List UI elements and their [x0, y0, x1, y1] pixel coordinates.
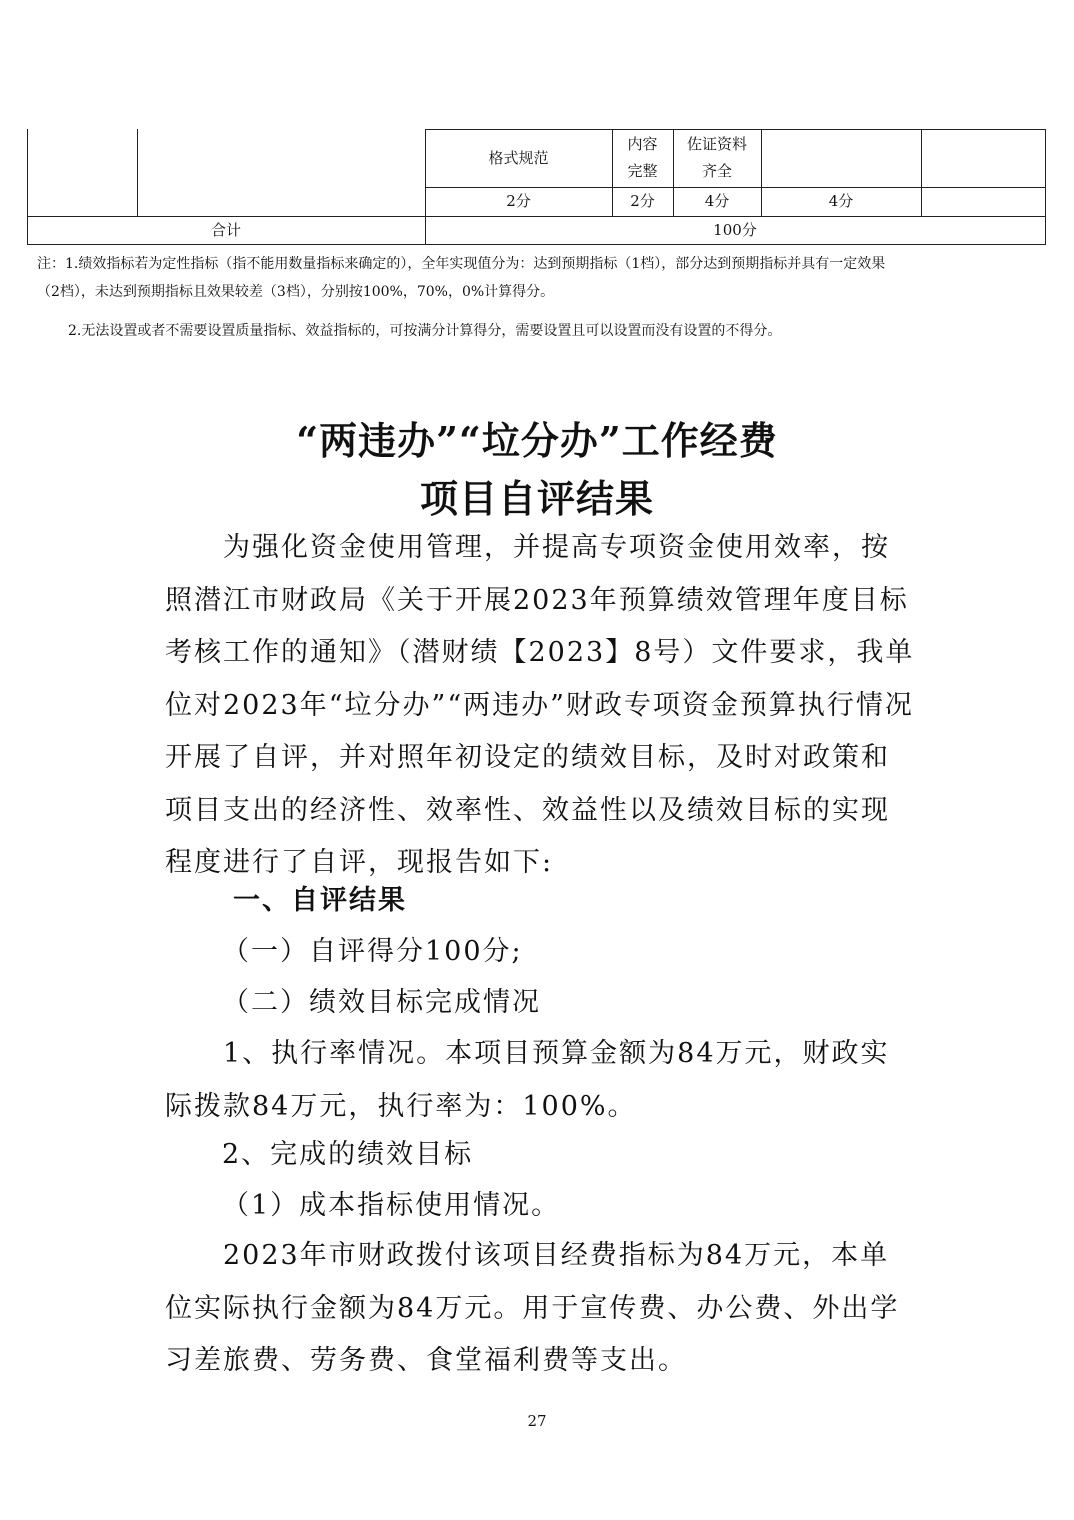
completed-goals-heading: 2、完成的绩效目标	[222, 1139, 474, 1170]
format-standard-cell: 格式规范	[488, 148, 549, 167]
cost-detail-paragraph: 2023年市财政拨付该项目经费指标为84万元，本单位实际执行金额为84万元。用于宣传费、办公费、外出学习差旅费、劳务费、食堂福利费等支出。	[165, 1240, 900, 1376]
content-complete-cell: 内容 完整	[627, 135, 658, 180]
content-score-cell: 2分	[630, 192, 655, 210]
note-1-line-1: 注：1.绩效指标若为定性指标（指不能用数量指标来确定的），全年实现值分为：达到预期指标（1档），部分达到预期指标并具有一定效果	[37, 256, 886, 272]
column-total-score-cell: 4分	[828, 192, 854, 210]
note-2: 2.无法设置或者不需要设置质量指标、效益指标的，可按满分计算得分，需要设置且可以设置而没有设置的不得分。	[68, 323, 782, 339]
evidence-complete-cell: 佐证资料 齐全	[686, 135, 747, 180]
format-score-cell: 2分	[506, 192, 531, 210]
section-heading-self-eval-result: 一、自评结果	[233, 885, 407, 916]
total-label-cell: 合计	[210, 220, 241, 239]
performance-completion-heading: （二）绩效目标完成情况	[222, 987, 541, 1018]
report-title-line-1: “两违办”“垃分办”工作经费	[296, 418, 778, 463]
intro-paragraph: 为强化资金使用管理，并提高专项资金使用效率，按照潜江市财政局《关于开展2023年预算绩效管理年度目标考核工作的通知》（潜财绩【2023】8号）文件要求，我单位对2023年“垃分办”“两违办”财政专项资金预算执行情况开展了自评，并对照年初设定的绩效目标，及时对政策和项目支出的经济性、效率性、效益性以及绩效目标的实现程度进行了自评，现报告如下:	[165, 532, 915, 878]
cost-indicator-heading: （1）成本指标使用情况。	[222, 1190, 561, 1221]
evidence-score-cell: 4分	[704, 192, 730, 210]
report-title-line-2: 项目自评结果	[419, 476, 654, 521]
page-number: 27	[527, 1412, 547, 1430]
execution-rate-paragraph: 1、执行率情况。本项目预算金额为84万元，财政实际拨款84万元，执行率为：100%。	[165, 1038, 890, 1122]
total-value-cell: 100分	[713, 220, 757, 239]
score-table	[27, 129, 1046, 245]
note-1-line-2: （2档），未达到预期指标且效果较差（3档），分别按100%，70%，0%计算得分。	[37, 284, 555, 300]
self-eval-score: （一）自评得分100分;	[222, 936, 523, 967]
